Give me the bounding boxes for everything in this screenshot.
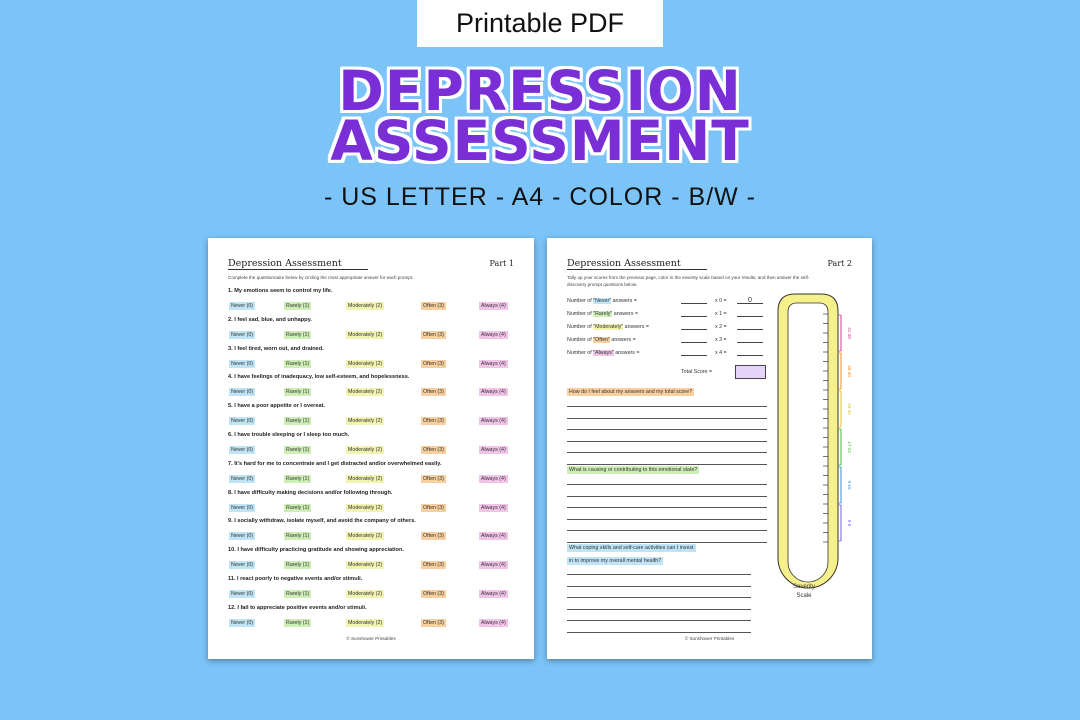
prompt-coping-1: What coping skills and self-care activities can I invest (569, 545, 694, 551)
answer-option[interactable]: Never (0) (231, 619, 254, 626)
answer-option[interactable]: Moderately (2) (348, 619, 383, 626)
answer-option[interactable]: Never (0) (231, 591, 254, 597)
score-prefix: Number of (567, 298, 594, 304)
writing-line[interactable] (567, 620, 751, 621)
answer-option[interactable]: Rarely (1) (286, 447, 310, 453)
answer-option[interactable]: Always (4) (481, 389, 506, 396)
multiplier: x 3 = (715, 337, 727, 343)
printable-pdf-badge: Printable PDF (417, 0, 663, 47)
answer-type: "Often" (593, 337, 610, 343)
page-footer: © Sunshower Printables (346, 636, 396, 641)
answer-options (228, 360, 518, 368)
severity-scale-label (779, 583, 829, 601)
answer-options (228, 590, 518, 598)
range-label: 33-40 (847, 365, 852, 377)
answer-option[interactable]: Never (0) (231, 331, 254, 338)
score-row-label (567, 323, 649, 332)
answer-options (228, 532, 518, 540)
result-blank[interactable]: 0 (737, 297, 763, 304)
answer-option[interactable]: Never (0) (231, 418, 254, 425)
answer-option[interactable]: Never (0) (231, 360, 254, 367)
answer-option[interactable]: Moderately (2) (348, 389, 383, 396)
answer-option[interactable]: Often (3) (423, 447, 444, 453)
answer-option[interactable]: Never (0) (231, 389, 254, 396)
answer-option[interactable]: Always (4) (481, 475, 506, 482)
answer-option[interactable]: Never (0) (231, 475, 254, 482)
answer-options (228, 475, 518, 483)
instructions: Tally up your scores from the previous page, color in the severity scale based on your results, and then answer the self-discovery prompt questions below. (567, 275, 810, 287)
answer-option[interactable]: Always (4) (481, 331, 506, 338)
answer-option[interactable]: Moderately (2) (348, 475, 383, 482)
severity-ranges (838, 315, 852, 541)
worksheet-page-2 (547, 238, 872, 659)
score-row (567, 297, 767, 306)
answer-option[interactable]: Moderately (2) (348, 303, 383, 309)
severity-label-line-1: Severity (793, 584, 815, 590)
answer-option[interactable]: Often (3) (423, 591, 444, 597)
title-line-2: ASSESSMENT (330, 109, 750, 173)
answer-option[interactable]: Moderately (2) (348, 447, 383, 453)
answer-option[interactable]: Rarely (1) (286, 389, 310, 396)
question-text: 2. I feel sad, blue, and unhappy. (228, 316, 312, 323)
writing-line[interactable] (567, 530, 767, 531)
result-blank[interactable] (737, 323, 763, 330)
answer-options (228, 417, 518, 425)
answer-type: "Moderately" (593, 324, 624, 330)
answer-option[interactable]: Moderately (2) (348, 504, 383, 511)
writing-line[interactable] (567, 484, 767, 485)
answer-option[interactable]: Always (4) (481, 360, 506, 367)
score-suffix: answers = (623, 324, 649, 330)
answer-option[interactable]: Rarely (1) (286, 418, 310, 425)
answer-option[interactable]: Often (3) (423, 389, 444, 396)
writing-line[interactable] (567, 496, 767, 497)
result-blank[interactable] (737, 349, 763, 356)
score-prefix: Number of (567, 350, 594, 356)
severity-label-line-2: Scale (796, 593, 812, 599)
answer-option[interactable]: Rarely (1) (286, 591, 310, 597)
question-text: 11. I react poorly to negative events and/or stimuli. (228, 576, 363, 582)
answer-option[interactable]: Often (3) (423, 619, 444, 626)
writing-line[interactable] (567, 632, 751, 633)
answer-option[interactable]: Never (0) (231, 303, 254, 309)
question-text: 10. I have difficulty practicing gratitude and showing appreciation. (228, 547, 404, 554)
writing-line[interactable] (567, 507, 767, 508)
writing-line[interactable] (567, 406, 767, 407)
answer-option[interactable]: Moderately (2) (348, 360, 383, 367)
score-row (567, 323, 767, 332)
prompt-causes: What is causing or contributing to this emotional state? (569, 467, 698, 473)
answer-option[interactable]: Rarely (1) (286, 562, 310, 569)
instructions: Complete the questionnaire below by circling the most appropriate answer for each prompt. (228, 275, 414, 280)
page-footer: © Sunshower Printables (684, 636, 735, 641)
prompt-feelings: How do I feel about my answers and my total score? (569, 389, 693, 395)
page-title: Depression Assessment (567, 258, 707, 270)
thermometer-inner (788, 303, 828, 582)
answer-option[interactable]: Always (4) (481, 418, 506, 425)
score-row-label (567, 349, 640, 358)
question-text: 9. I socially withdraw, isolate myself, and avoid the company of others. (228, 518, 416, 525)
question-text: 3. I feel tired, worn out, and drained. (228, 345, 324, 352)
score-suffix: answers = (611, 298, 637, 304)
answer-type: "Never" (593, 298, 612, 304)
score-row-label (567, 297, 637, 306)
writing-line[interactable] (567, 519, 767, 520)
multiplier: x 4 = (715, 350, 727, 356)
answer-option[interactable]: Often (3) (423, 360, 444, 367)
writing-line[interactable] (567, 418, 767, 419)
answer-option[interactable]: Moderately (2) (348, 418, 383, 425)
count-blank[interactable] (681, 325, 707, 330)
answer-option[interactable]: Often (3) (423, 418, 444, 425)
question-text: 7. It's hard for me to concentrate and I get distracted and/or overwhelmed easily. (228, 460, 442, 467)
answer-option[interactable]: Moderately (2) (348, 562, 383, 569)
score-prefix: Number of (567, 337, 594, 343)
answer-option[interactable]: Often (3) (423, 331, 444, 338)
score-prefix: Number of (567, 311, 594, 317)
answer-option[interactable]: Rarely (1) (286, 533, 310, 540)
range-label: 17-24 (847, 441, 852, 453)
writing-line[interactable] (567, 542, 767, 543)
question-text: 5. I have a poor appetite or I overeat. (228, 403, 325, 410)
count-blank[interactable] (681, 338, 707, 343)
title-line-1: DEPRESSION (338, 59, 742, 123)
answer-option[interactable]: Always (4) (481, 591, 506, 597)
answer-option[interactable]: Never (0) (231, 447, 254, 453)
score-row-label (567, 336, 636, 345)
answer-option[interactable]: Rarely (1) (286, 303, 310, 309)
answer-options (228, 388, 518, 396)
score-row (567, 310, 767, 319)
multiplier: x 2 = (715, 324, 727, 330)
question-text: 1. My emotions seem to control my life. (228, 288, 333, 294)
worksheet-page-1 (208, 238, 534, 659)
answer-option[interactable]: Always (4) (481, 562, 506, 569)
score-suffix: answers = (613, 350, 640, 356)
answer-option[interactable]: Rarely (1) (286, 331, 310, 338)
answer-type: "Rarely" (593, 311, 613, 317)
writing-line[interactable] (567, 464, 767, 465)
range-label: 9-16 (847, 480, 852, 490)
multiplier: x 0 = (715, 298, 727, 304)
score-suffix: answers = (612, 311, 639, 317)
question-text: 12. I fail to appreciate positive events and/or stimuli. (228, 604, 367, 611)
writing-line[interactable] (567, 586, 751, 587)
score-row (567, 336, 767, 345)
answer-options (228, 504, 518, 512)
answer-option[interactable]: Always (4) (481, 533, 506, 540)
answer-option[interactable]: Rarely (1) (286, 360, 310, 367)
format-subtitle: - US LETTER - A4 - COLOR - B/W - (323, 183, 757, 211)
question-text: 6. I have trouble sleeping or I sleep too much. (228, 432, 350, 438)
total-score-label: Total Score = (681, 369, 713, 375)
answer-option[interactable]: Never (0) (231, 562, 254, 569)
answer-option[interactable]: Often (3) (423, 504, 444, 511)
answer-option[interactable]: Moderately (2) (348, 533, 383, 540)
score-row (567, 349, 767, 358)
answer-options (228, 619, 518, 627)
answer-option[interactable]: Always (4) (481, 504, 506, 511)
writing-line[interactable] (567, 574, 751, 575)
score-prefix: Number of (567, 324, 594, 330)
score-suffix: answers = (609, 337, 636, 343)
answer-option[interactable]: Rarely (1) (286, 475, 310, 482)
range-label: 41-48 (847, 327, 852, 339)
writing-line[interactable] (567, 452, 767, 453)
writing-line[interactable] (567, 597, 751, 598)
result-blank[interactable] (737, 336, 763, 343)
page-title: Depression Assessment (228, 258, 368, 270)
multiplier: x 1 = (715, 311, 727, 317)
answer-options (228, 561, 518, 569)
writing-line[interactable] (567, 429, 767, 430)
page-part-label: Part 2 (827, 259, 852, 268)
page-part-label: Part 1 (489, 259, 514, 268)
prompt-coping-2: in to improve my overall mental health? (569, 558, 662, 564)
count-blank[interactable] (681, 351, 707, 356)
answer-option[interactable]: Often (3) (423, 533, 444, 540)
answer-option[interactable]: Often (3) (423, 475, 444, 482)
answer-option[interactable]: Often (3) (423, 303, 444, 309)
answer-option[interactable]: Moderately (2) (348, 591, 383, 597)
count-blank[interactable] (681, 312, 707, 317)
answer-option[interactable]: Always (4) (481, 447, 506, 453)
answer-option[interactable]: Always (4) (481, 619, 506, 626)
answer-options (228, 446, 518, 454)
answer-option[interactable]: Rarely (1) (286, 619, 310, 626)
range-label: 25-32 (847, 403, 852, 415)
answer-options (228, 331, 518, 339)
question-text: 4. I have feelings of inadequacy, low self-esteem, and hopelessness. (228, 374, 410, 381)
answer-option[interactable]: Moderately (2) (348, 331, 383, 338)
answer-option[interactable]: Never (0) (231, 533, 254, 540)
count-blank[interactable] (681, 299, 707, 304)
answer-option[interactable]: Never (0) (231, 504, 254, 511)
answer-type: "Always" (593, 350, 614, 356)
answer-option[interactable]: Often (3) (423, 562, 444, 569)
answer-option[interactable]: Always (4) (481, 303, 506, 309)
range-label: 0-8 (847, 519, 852, 527)
answer-option[interactable]: Rarely (1) (286, 504, 310, 511)
answer-options (228, 302, 518, 310)
writing-line[interactable] (567, 441, 767, 442)
writing-line[interactable] (567, 609, 751, 610)
result-blank[interactable] (737, 310, 763, 317)
question-text: 8. I have difficulty making decisions and/or following through. (228, 489, 393, 496)
score-row-label (567, 310, 638, 319)
